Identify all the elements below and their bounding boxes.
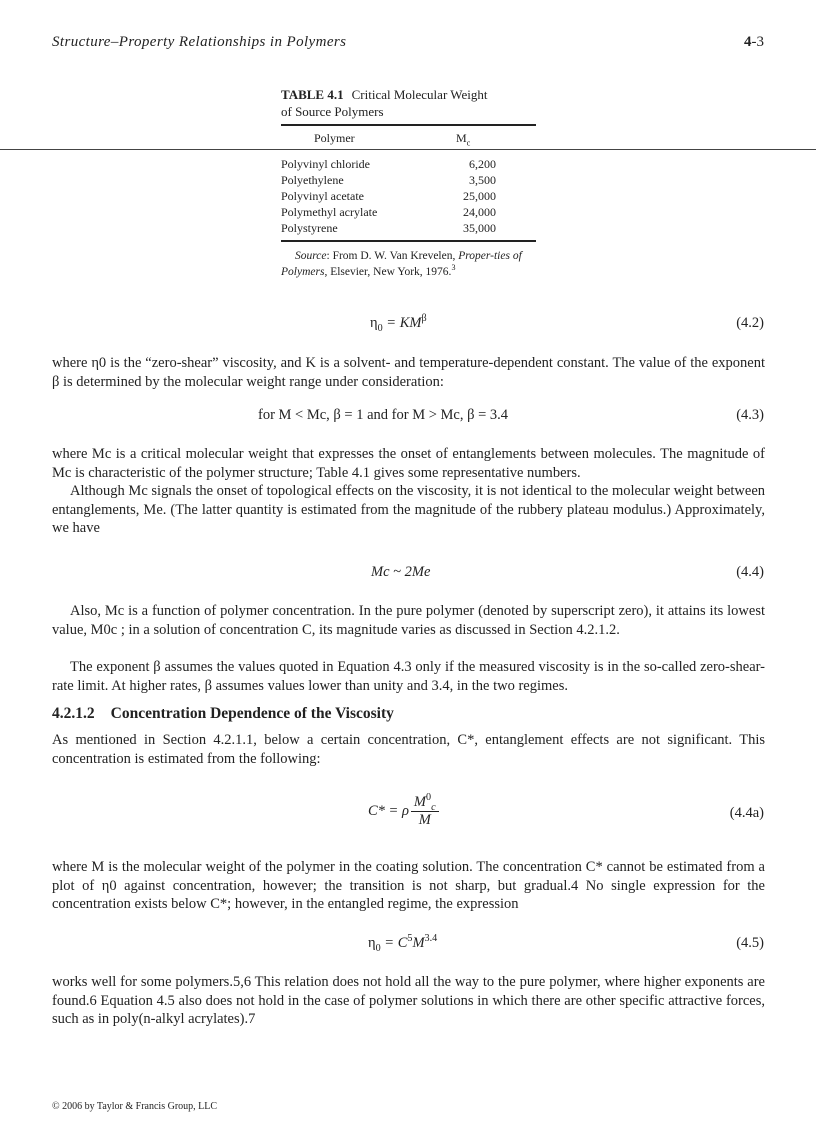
col-header-mc-letter: M [456, 131, 467, 145]
equation-number-4-4: (4.4) [736, 564, 764, 580]
equation-4-5 [368, 935, 437, 952]
table-row [281, 188, 496, 204]
paragraph-4: Also, Mc is a function of polymer concentration. In the pure polymer (denoted by superscript zero), it attains its lowest value, M0c ; in a solution of concentration C, its magnitude varies as discussed in Section 4.2.1.2. [52, 603, 765, 638]
table-caption-line1: Critical Molecular Weight [351, 87, 488, 102]
equation-4-3: for M < Mc, β = 1 and for M > Mc, β = 3.4 [258, 407, 509, 423]
paragraph-7: where M is the molecular weight of the polymer in the coating solution. The concentration C* cannot be estimated from a plot of η0 against concentration, however; the transition is not sharp, but gradual.4 No single expression for the concentration exists below C*; however, in the entangled regime, the expression [52, 859, 765, 912]
source-text1: : From D. W. Van Krevelen, [326, 250, 459, 262]
row-polymer: Polyvinyl chloride [281, 157, 370, 171]
chapter-number: 4 [744, 34, 752, 50]
table-label: TABLE 4.1 [281, 87, 344, 102]
eq42-rhs: = KM [382, 315, 422, 331]
eq44a-fraction [411, 794, 439, 829]
row-polymer: Polystyrene [281, 221, 338, 235]
eq45-rhs2: M [412, 935, 425, 951]
paragraph-3: Although Mc signals the onset of topological effects on the viscosity, it is not identical to the molecular weight between entanglements, Me. (The latter quantity is estimated from the magnitude of the rubbery plateau modulus.) Approximately, we have [52, 483, 765, 536]
section-title: Concentration Dependence of the Viscosity [110, 705, 394, 722]
table-source-note [281, 248, 546, 280]
page-suffix: -3 [751, 34, 764, 50]
row-mc: 35,000 [463, 221, 496, 235]
eq45-rhs1: = C [380, 935, 408, 951]
eq42-sup: β [421, 313, 427, 325]
paragraph-8: works well for some polymers.5,6 This relation does not hold all the way to the pure polymer, where higher exponents are found.6 Equation 4.5 also does not hold in the case of polymer solutions in which there are other specific attractive forces, such as in poly(n-alkyl acrylates).7 [52, 974, 765, 1027]
table-caption-line2: of Source Polymers [281, 104, 384, 119]
table-header-rule [0, 149, 816, 150]
eq45-eta-sub: 0 [375, 942, 381, 954]
source-label: Source [295, 250, 327, 262]
paragraph-1: where η0 is the “zero-shear” viscosity, and K is a solvent- and temperature-dependent constant. The value of the exponent β is determined by the molecular weight range under consideration: [52, 355, 765, 390]
eq44a-lhs: C* = ρ [368, 802, 409, 819]
section-heading [52, 705, 394, 723]
row-polymer: Polymethyl acrylate [281, 205, 378, 219]
table-top-rule [281, 124, 536, 126]
paragraph-2: where Mc is a critical molecular weight that expresses the onset of entanglements between molecules. The magnitude of Mc is characteristic of the polymer structure; Table 4.1 gives some representative numbers. [52, 446, 765, 481]
table-row [281, 220, 496, 236]
eq45-sup2: 3.4 [424, 933, 438, 945]
row-mc: 6,200 [469, 157, 496, 171]
table-row [281, 204, 496, 220]
equation-4-4a [368, 794, 439, 829]
col-header-mc-sub: c [466, 138, 471, 148]
eq42-eta: η [370, 315, 378, 331]
row-mc: 3,500 [469, 173, 496, 187]
eq44a-denominator: M [418, 812, 431, 828]
copyright-footer: © 2006 by Taylor & Francis Group, LLC [52, 1101, 218, 1112]
col-header-mc [456, 131, 470, 146]
eq45-sup1: 5 [407, 933, 413, 945]
equation-number-4-4a: (4.4a) [729, 805, 764, 821]
eq44a-num-letter: M [413, 794, 427, 810]
row-mc: 25,000 [463, 189, 496, 203]
row-polymer: Polyethylene [281, 173, 344, 187]
row-polymer: Polyvinyl acetate [281, 189, 364, 203]
eq42-eta-sub: 0 [377, 322, 383, 334]
eq44a-num-sub: c [431, 801, 436, 813]
table-row [281, 156, 496, 172]
page-number [744, 34, 764, 51]
equation-number-4-3: (4.3) [736, 407, 764, 423]
eq45-eta: η [368, 935, 376, 951]
eq44a-num-sup: 0 [426, 792, 432, 804]
col-header-polymer: Polymer [314, 131, 355, 145]
source-book-title: Proper-ties of Polymers [281, 250, 522, 278]
equation-number-4-2: (4.2) [736, 315, 764, 331]
source-text2: , Elsevier, New York, 1976. [324, 266, 452, 278]
equation-number-4-5: (4.5) [736, 935, 764, 951]
row-mc: 24,000 [463, 205, 496, 219]
equation-4-2 [370, 315, 427, 332]
source-ref: 3 [451, 263, 456, 273]
table-bottom-rule [281, 240, 536, 242]
section-number: 4.2.1.2 [52, 705, 95, 722]
table-row [281, 172, 496, 188]
eq44a-numerator [411, 794, 439, 812]
table-caption [281, 86, 541, 120]
running-title: Structure–Property Relationships in Polymers [52, 34, 347, 50]
paragraph-6: As mentioned in Section 4.2.1.1, below a certain concentration, C*, entanglement effects are not significant. This concentration is estimated from the following: [52, 732, 765, 767]
paragraph-5: The exponent β assumes the values quoted in Equation 4.3 only if the measured viscosity is in the so-called zero-shear-rate limit. At higher rates, β assumes values lower than unity and 3.4, in the two regimes. [52, 659, 765, 694]
equation-4-4: Mc ~ 2Me [371, 564, 431, 580]
